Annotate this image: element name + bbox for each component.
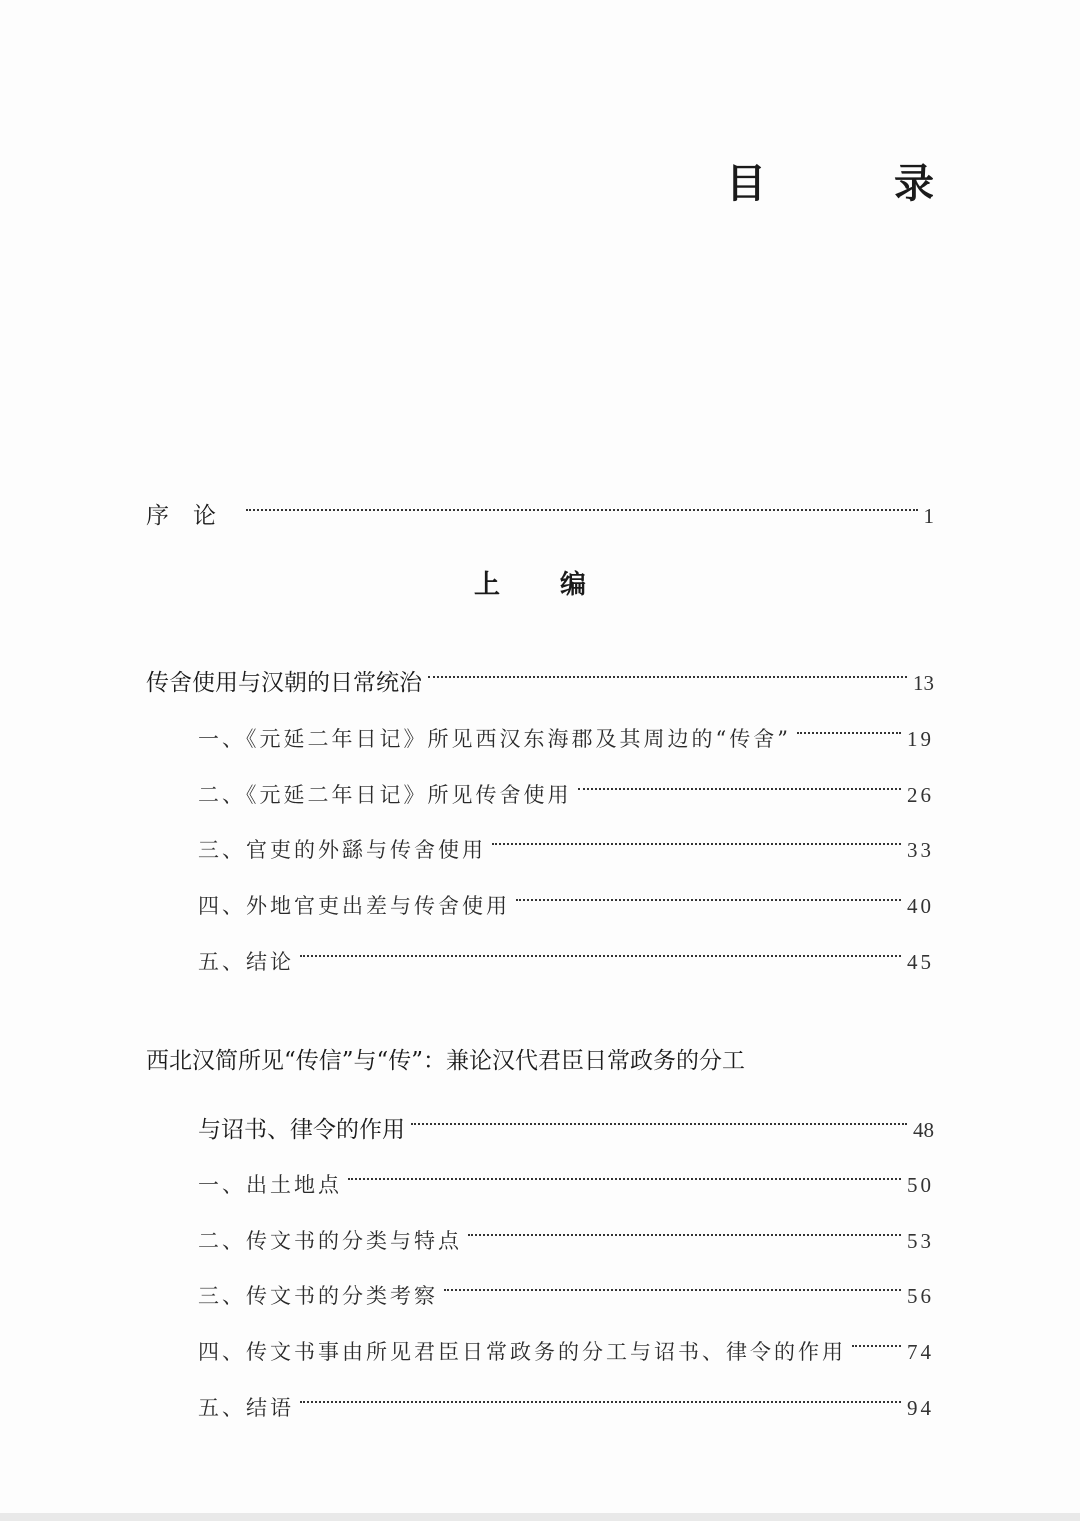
toc-page-number: 19 [907, 727, 934, 751]
toc-entry-label: 二、传文书的分类与特点 [198, 1229, 462, 1253]
toc-entry-chapter-1-section-1[interactable] [198, 706, 934, 751]
toc-page-number: 26 [907, 783, 934, 807]
toc-entry-label: 一、出土地点 [198, 1173, 342, 1197]
toc-entry-label: 传舍使用与汉朝的日常统治 [146, 670, 422, 696]
dot-leader [348, 1152, 901, 1192]
toc-entry-chapter-1[interactable] [146, 650, 934, 696]
dot-leader [468, 1208, 901, 1248]
toc-entry-label: 一、《元延二年日记》所见西汉东海郡及其周边的“传舍” [198, 727, 791, 751]
toc-page-number: 50 [907, 1173, 934, 1197]
page-bottom-edge [0, 1513, 1080, 1521]
toc-page-number: 13 [913, 671, 934, 695]
dot-leader [411, 1097, 907, 1137]
toc-page-number: 40 [907, 894, 934, 918]
toc-entry-chapter-2-section-2[interactable] [198, 1208, 934, 1253]
page-title: 目 录 [726, 160, 978, 207]
toc-entry-chapter-1-section-2[interactable] [198, 762, 934, 807]
toc-entry-chapter-1-section-3[interactable] [198, 817, 934, 862]
toc-entry-label: 四、传文书事由所见君臣日常政务的分工与诏书、律令的作用 [198, 1340, 846, 1364]
dot-leader [300, 929, 901, 969]
toc-entry-label: 二、《元延二年日记》所见传舍使用 [198, 783, 572, 807]
toc-page-number: 53 [907, 1229, 934, 1253]
toc-entry-chapter-2[interactable] [198, 1097, 934, 1143]
toc-entry-chapter-2-title-line-1[interactable]: 西北汉简所见“传信”与“传”：兼论汉代君臣日常政务的分工 [146, 1048, 746, 1074]
part-heading: 上编 [473, 570, 646, 600]
toc-page-number: 56 [907, 1284, 934, 1308]
toc-entry-label: 三、官吏的外繇与传舍使用 [198, 838, 486, 862]
dot-leader [797, 706, 901, 746]
toc-entry-label: 五、结论 [198, 950, 294, 974]
toc-entry-label: 五、结语 [198, 1396, 294, 1420]
dot-leader [516, 873, 901, 913]
toc-page-number: 1 [923, 504, 934, 528]
toc-entry-chapter-2-section-4[interactable] [198, 1319, 934, 1364]
toc-entry-label: 三、传文书的分类考察 [198, 1284, 438, 1308]
dot-leader [578, 762, 902, 802]
toc-entry-label: 四、外地官吏出差与传舍使用 [198, 894, 510, 918]
toc-page-number: 45 [907, 950, 934, 974]
toc-entry-label: 序论 [146, 503, 240, 529]
toc-page-number: 33 [907, 838, 934, 862]
dot-leader [444, 1263, 901, 1303]
toc-page-number: 48 [913, 1118, 934, 1142]
toc-entry-chapter-1-section-4[interactable] [198, 873, 934, 918]
dot-leader [300, 1375, 901, 1415]
dot-leader [492, 817, 901, 857]
dot-leader [852, 1319, 901, 1359]
toc-page-number: 74 [907, 1340, 934, 1364]
toc-entry-label: 与诏书、律令的作用 [198, 1117, 405, 1143]
toc-entry-chapter-2-section-5[interactable] [198, 1375, 934, 1420]
dot-leader [428, 650, 907, 690]
dot-leader [246, 483, 918, 523]
toc-entry-chapter-1-section-5[interactable] [198, 929, 934, 974]
toc-entry-prologue[interactable] [146, 483, 934, 529]
toc-entry-chapter-2-section-3[interactable] [198, 1263, 934, 1308]
toc-page-number: 94 [907, 1396, 934, 1420]
toc-entry-chapter-2-section-1[interactable] [198, 1152, 934, 1197]
